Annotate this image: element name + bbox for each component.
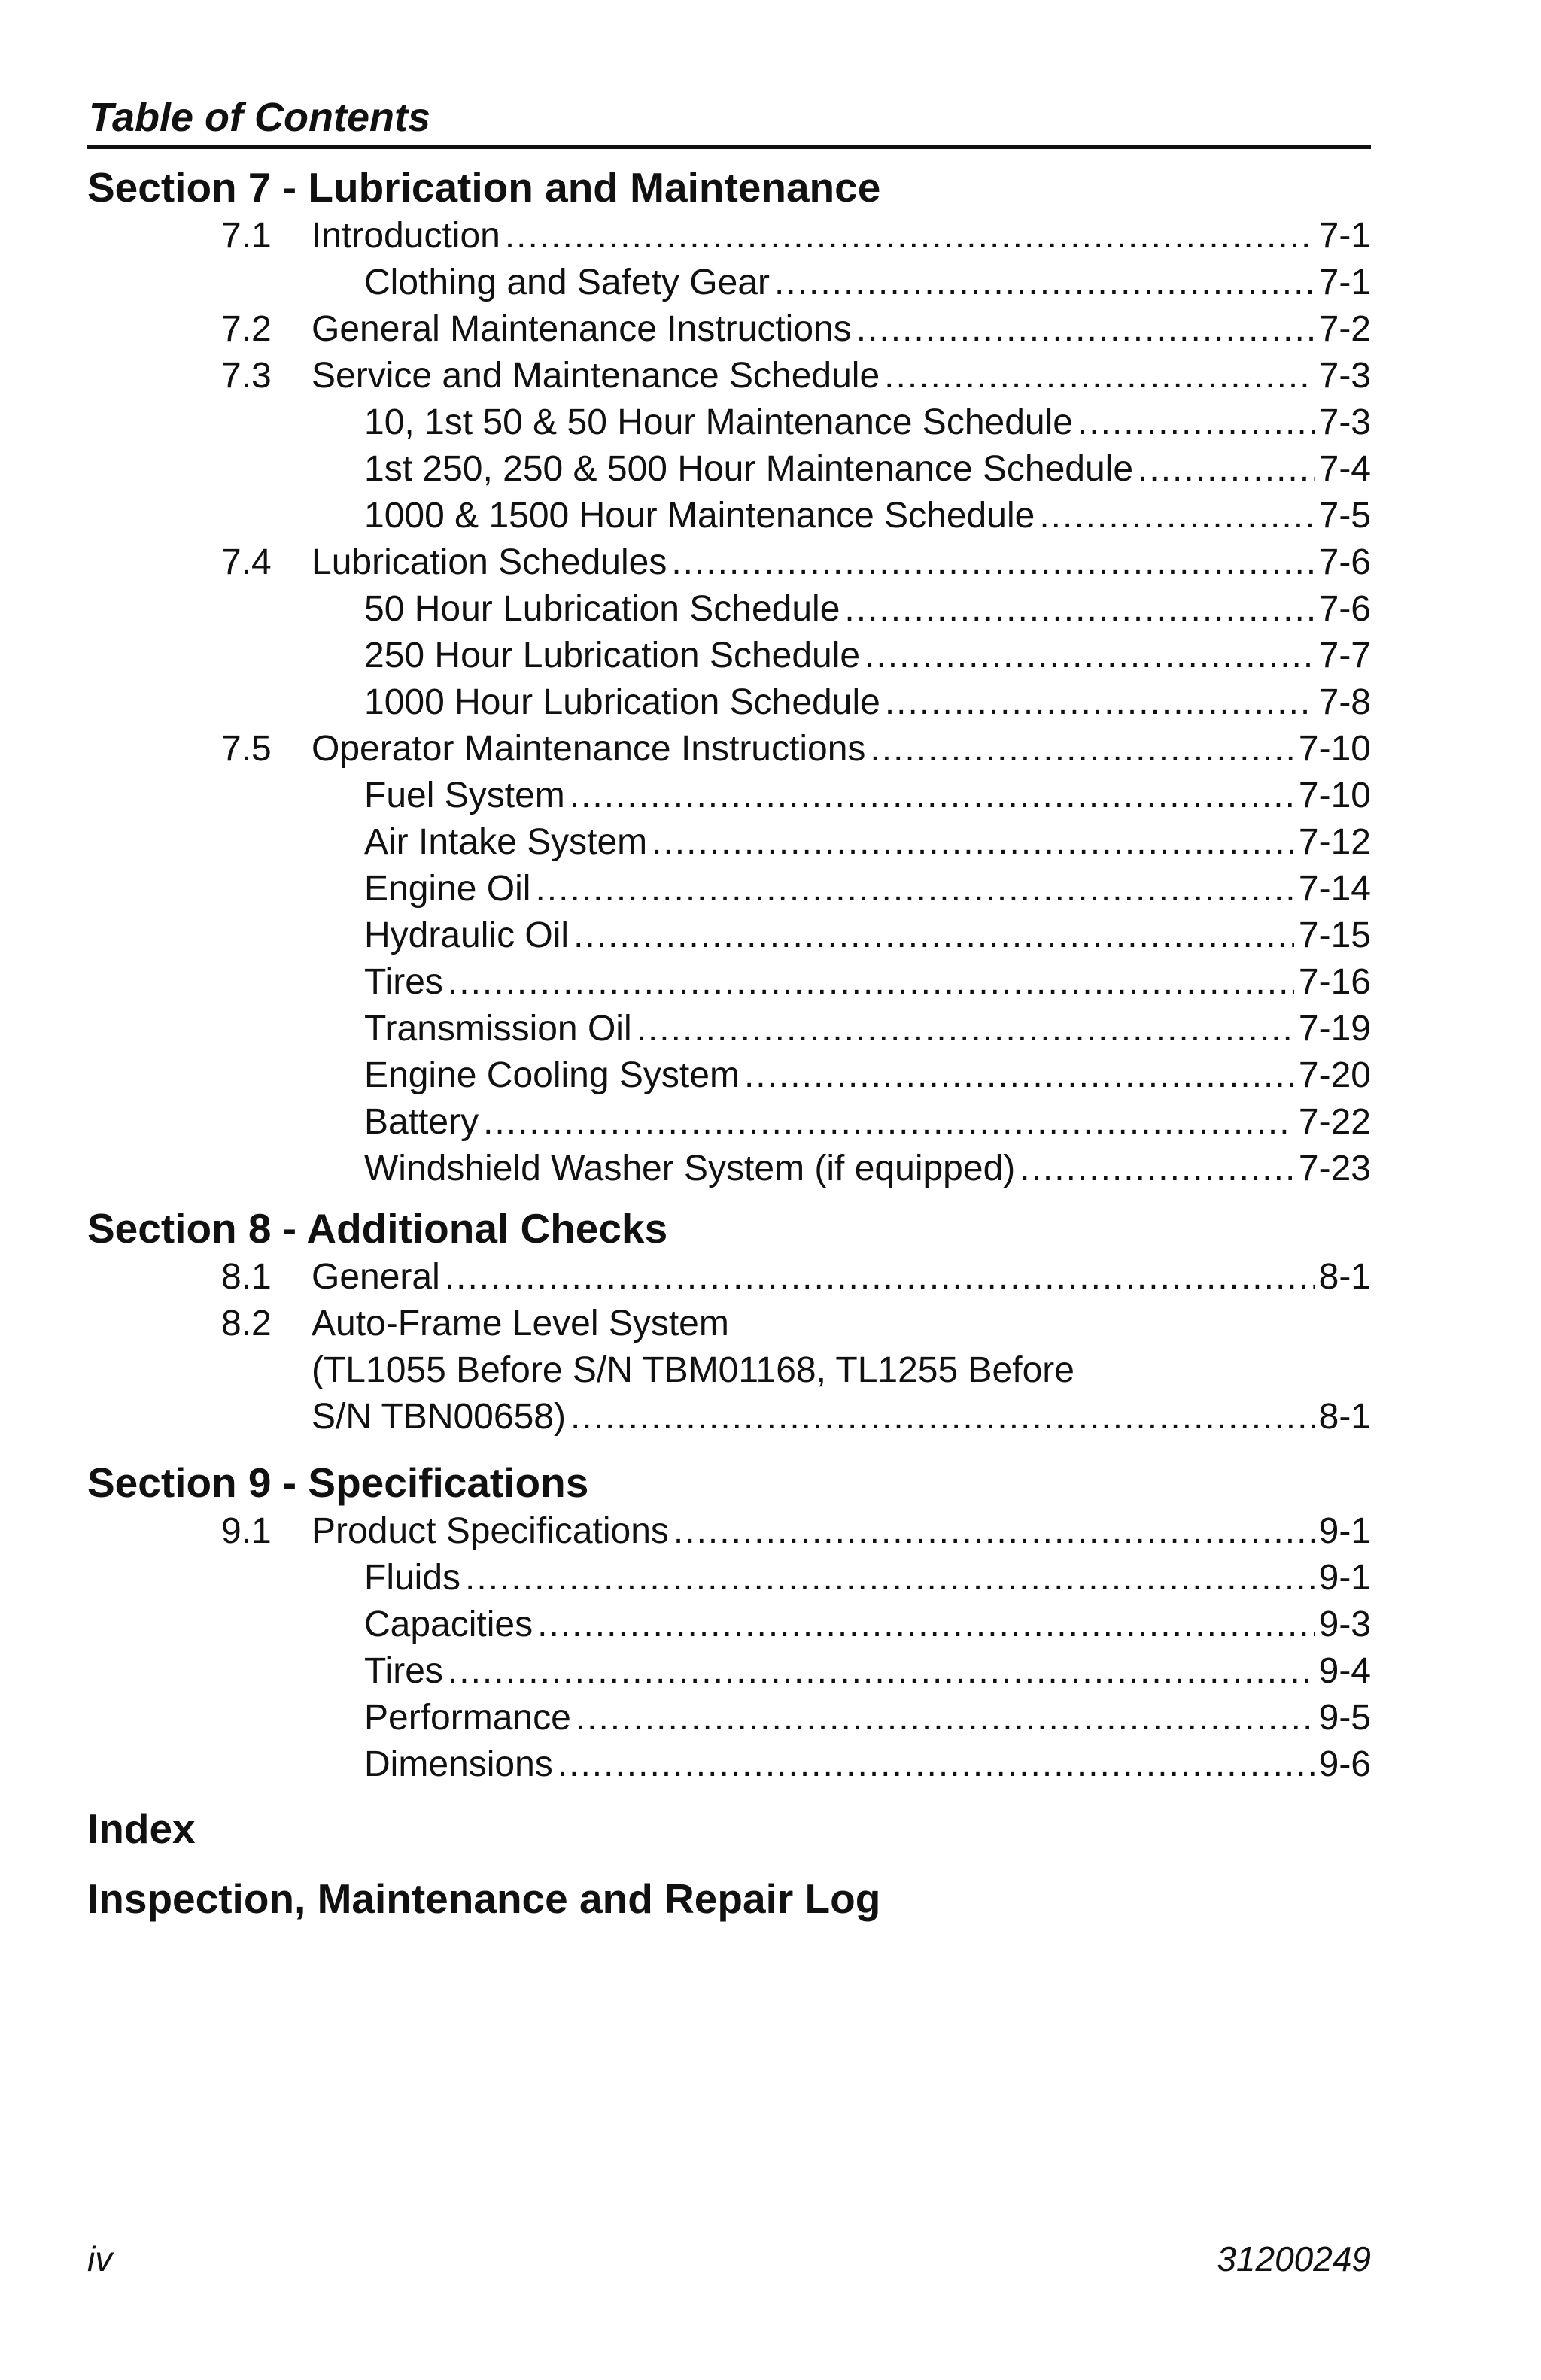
toc-entry[interactable]: [221, 353, 1371, 399]
dot-leader: [1077, 399, 1315, 446]
entry-label: 1st 250, 250 & 500 Hour Maintenance Schedule: [364, 449, 1134, 489]
dot-leader: [570, 1394, 1315, 1440]
dot-leader: [885, 679, 1315, 726]
entry-page: 7-10: [1298, 776, 1371, 815]
toc-entry[interactable]: [312, 1394, 1371, 1440]
entry-page: 7-19: [1298, 1009, 1371, 1049]
toc-entry[interactable]: [364, 260, 1371, 306]
toc-entry[interactable]: [364, 1601, 1371, 1648]
toc-entry[interactable]: [364, 1648, 1371, 1695]
entry-page: 7-2: [1318, 309, 1371, 349]
toc-entry[interactable]: [364, 1052, 1371, 1099]
entry-label: Transmission Oil: [364, 1009, 632, 1049]
entry-label: (TL1055 Before S/N TBM01168, TL1255 Before: [312, 1350, 1074, 1390]
section-heading-7[interactable]: Section 7 - Lubrication and Maintenance: [87, 164, 881, 211]
dot-leader: [505, 213, 1315, 260]
toc-entry[interactable]: [364, 493, 1371, 539]
entry-page: 9-5: [1318, 1698, 1371, 1738]
toc-entry[interactable]: [221, 213, 1371, 260]
toc-entry[interactable]: [364, 679, 1371, 726]
dot-leader: [673, 1508, 1315, 1555]
entry-label: 1000 & 1500 Hour Maintenance Schedule: [364, 496, 1035, 536]
entry-page: 7-7: [1318, 636, 1371, 675]
index-heading[interactable]: Index: [87, 1805, 196, 1852]
toc-entry[interactable]: [364, 1741, 1371, 1788]
entry-page: 9-3: [1318, 1604, 1371, 1644]
entry-label: Windshield Washer System (if equipped): [364, 1149, 1016, 1188]
entry-page: 7-5: [1318, 496, 1371, 536]
entry-page: 7-6: [1318, 589, 1371, 629]
page-header: [87, 89, 1371, 149]
toc-entry[interactable]: [364, 866, 1371, 912]
toc-entry[interactable]: [364, 1555, 1371, 1601]
toc-entry-line[interactable]: [221, 1301, 729, 1347]
dot-leader: [570, 773, 1294, 819]
entry-label: S/N TBN00658): [312, 1397, 566, 1437]
entry-page: 9-1: [1318, 1511, 1371, 1551]
dot-leader: [465, 1555, 1315, 1601]
entry-page: 7-8: [1318, 682, 1371, 722]
dot-leader: [844, 586, 1314, 633]
entry-number: 8.2: [221, 1304, 272, 1343]
footer-doc-number: 31200249: [1217, 2239, 1371, 2278]
entry-page: 7-16: [1298, 962, 1371, 1002]
entry-page: 9-1: [1318, 1558, 1371, 1598]
dot-leader: [483, 1099, 1294, 1146]
toc-entry[interactable]: [364, 633, 1371, 679]
toc-entry[interactable]: [221, 306, 1371, 353]
entry-label: Tires: [364, 962, 443, 1002]
entry-label: Air Intake System: [364, 822, 648, 862]
dot-leader: [576, 1695, 1315, 1741]
toc-entry[interactable]: [364, 399, 1371, 446]
entry-page: 8-1: [1318, 1397, 1371, 1437]
toc-entry-line[interactable]: [312, 1347, 1074, 1394]
entry-label: 50 Hour Lubrication Schedule: [364, 589, 840, 629]
toc-entry[interactable]: [364, 1146, 1371, 1192]
dot-leader: [1020, 1146, 1294, 1192]
entry-label: Lubrication Schedules: [312, 542, 667, 582]
entry-page: 7-15: [1298, 915, 1371, 955]
entry-page: 8-1: [1318, 1257, 1371, 1297]
toc-entry[interactable]: [364, 1099, 1371, 1146]
entry-page: 7-6: [1318, 542, 1371, 582]
entry-label: Fluids: [364, 1558, 461, 1598]
toc-entry[interactable]: [364, 1695, 1371, 1741]
dot-leader: [774, 260, 1315, 306]
entry-page: 7-10: [1298, 729, 1371, 769]
entry-number: 7.1: [221, 216, 272, 256]
entry-number: 7.5: [221, 729, 272, 769]
section-heading-8[interactable]: Section 8 - Additional Checks: [87, 1205, 668, 1252]
entry-label: General: [312, 1257, 440, 1297]
entry-page: 7-20: [1298, 1055, 1371, 1095]
entry-label: Service and Maintenance Schedule: [312, 356, 880, 396]
dot-leader: [448, 959, 1294, 1006]
toc-entry[interactable]: [221, 1254, 1371, 1301]
toc-entry[interactable]: [221, 726, 1371, 773]
dot-leader: [573, 912, 1294, 959]
dot-leader: [865, 633, 1315, 679]
dot-leader: [535, 866, 1293, 912]
entry-label: Product Specifications: [312, 1511, 669, 1551]
entry-number: 7.4: [221, 542, 272, 582]
dot-leader: [884, 353, 1314, 399]
dot-leader: [1039, 493, 1314, 539]
dot-leader: [870, 726, 1294, 773]
entry-label: Performance: [364, 1698, 571, 1738]
entry-label: Introduction: [312, 216, 500, 256]
entry-number: 7.2: [221, 309, 272, 349]
dot-leader: [558, 1741, 1315, 1788]
toc-entry[interactable]: [364, 586, 1371, 633]
dot-leader: [448, 1648, 1315, 1695]
toc-entry[interactable]: [364, 773, 1371, 819]
entry-number: 8.1: [221, 1257, 272, 1297]
log-heading[interactable]: Inspection, Maintenance and Repair Log: [87, 1875, 881, 1922]
dot-leader: [671, 539, 1314, 586]
footer-page-number: iv: [87, 2239, 113, 2278]
entry-label: Operator Maintenance Instructions: [312, 729, 866, 769]
entry-page: 9-6: [1318, 1744, 1371, 1784]
entry-page: 7-1: [1318, 216, 1371, 256]
entry-page: 7-1: [1318, 263, 1371, 302]
entry-page: 7-3: [1318, 356, 1371, 396]
entry-label: Capacities: [364, 1604, 533, 1644]
toc-entry[interactable]: [364, 446, 1371, 493]
dot-leader: [744, 1052, 1294, 1099]
toc-entry[interactable]: [221, 539, 1371, 586]
entry-label: 1000 Hour Lubrication Schedule: [364, 682, 880, 722]
page-title: Table of Contents: [89, 95, 430, 140]
entry-label: 250 Hour Lubrication Schedule: [364, 636, 861, 675]
entry-label: Engine Oil: [364, 869, 531, 909]
entry-page: 7-12: [1298, 822, 1371, 862]
entry-label: Battery: [364, 1102, 479, 1142]
toc-entry[interactable]: [364, 819, 1371, 866]
entry-page: 7-23: [1298, 1149, 1371, 1188]
dot-leader: [652, 819, 1294, 866]
toc-entry[interactable]: [364, 1006, 1371, 1052]
toc-entry[interactable]: [221, 1508, 1371, 1555]
entry-label: Dimensions: [364, 1744, 553, 1784]
entry-label: 10, 1st 50 & 50 Hour Maintenance Schedule: [364, 402, 1073, 442]
entry-label: Clothing and Safety Gear: [364, 263, 770, 302]
dot-leader: [537, 1601, 1315, 1648]
section-heading-9[interactable]: Section 9 - Specifications: [87, 1459, 589, 1506]
entry-label: Hydraulic Oil: [364, 915, 570, 955]
entry-number: 7.3: [221, 356, 272, 396]
entry-label: Engine Cooling System: [364, 1055, 740, 1095]
entry-label: Fuel System: [364, 776, 565, 815]
entry-page: 7-3: [1318, 402, 1371, 442]
dot-leader: [445, 1254, 1315, 1301]
entry-page: 7-22: [1298, 1102, 1371, 1142]
dot-leader: [637, 1006, 1294, 1052]
entry-page: 9-4: [1318, 1651, 1371, 1691]
dot-leader: [856, 306, 1315, 353]
toc-entry[interactable]: [364, 959, 1371, 1006]
entry-label: Tires: [364, 1651, 443, 1691]
entry-page: 7-14: [1298, 869, 1371, 909]
dot-leader: [1138, 446, 1315, 493]
entry-label: General Maintenance Instructions: [312, 309, 852, 349]
toc-entry[interactable]: [364, 912, 1371, 959]
entry-label: Auto-Frame Level System: [312, 1304, 729, 1343]
entry-number: 9.1: [221, 1511, 272, 1551]
entry-page: 7-4: [1318, 449, 1371, 489]
